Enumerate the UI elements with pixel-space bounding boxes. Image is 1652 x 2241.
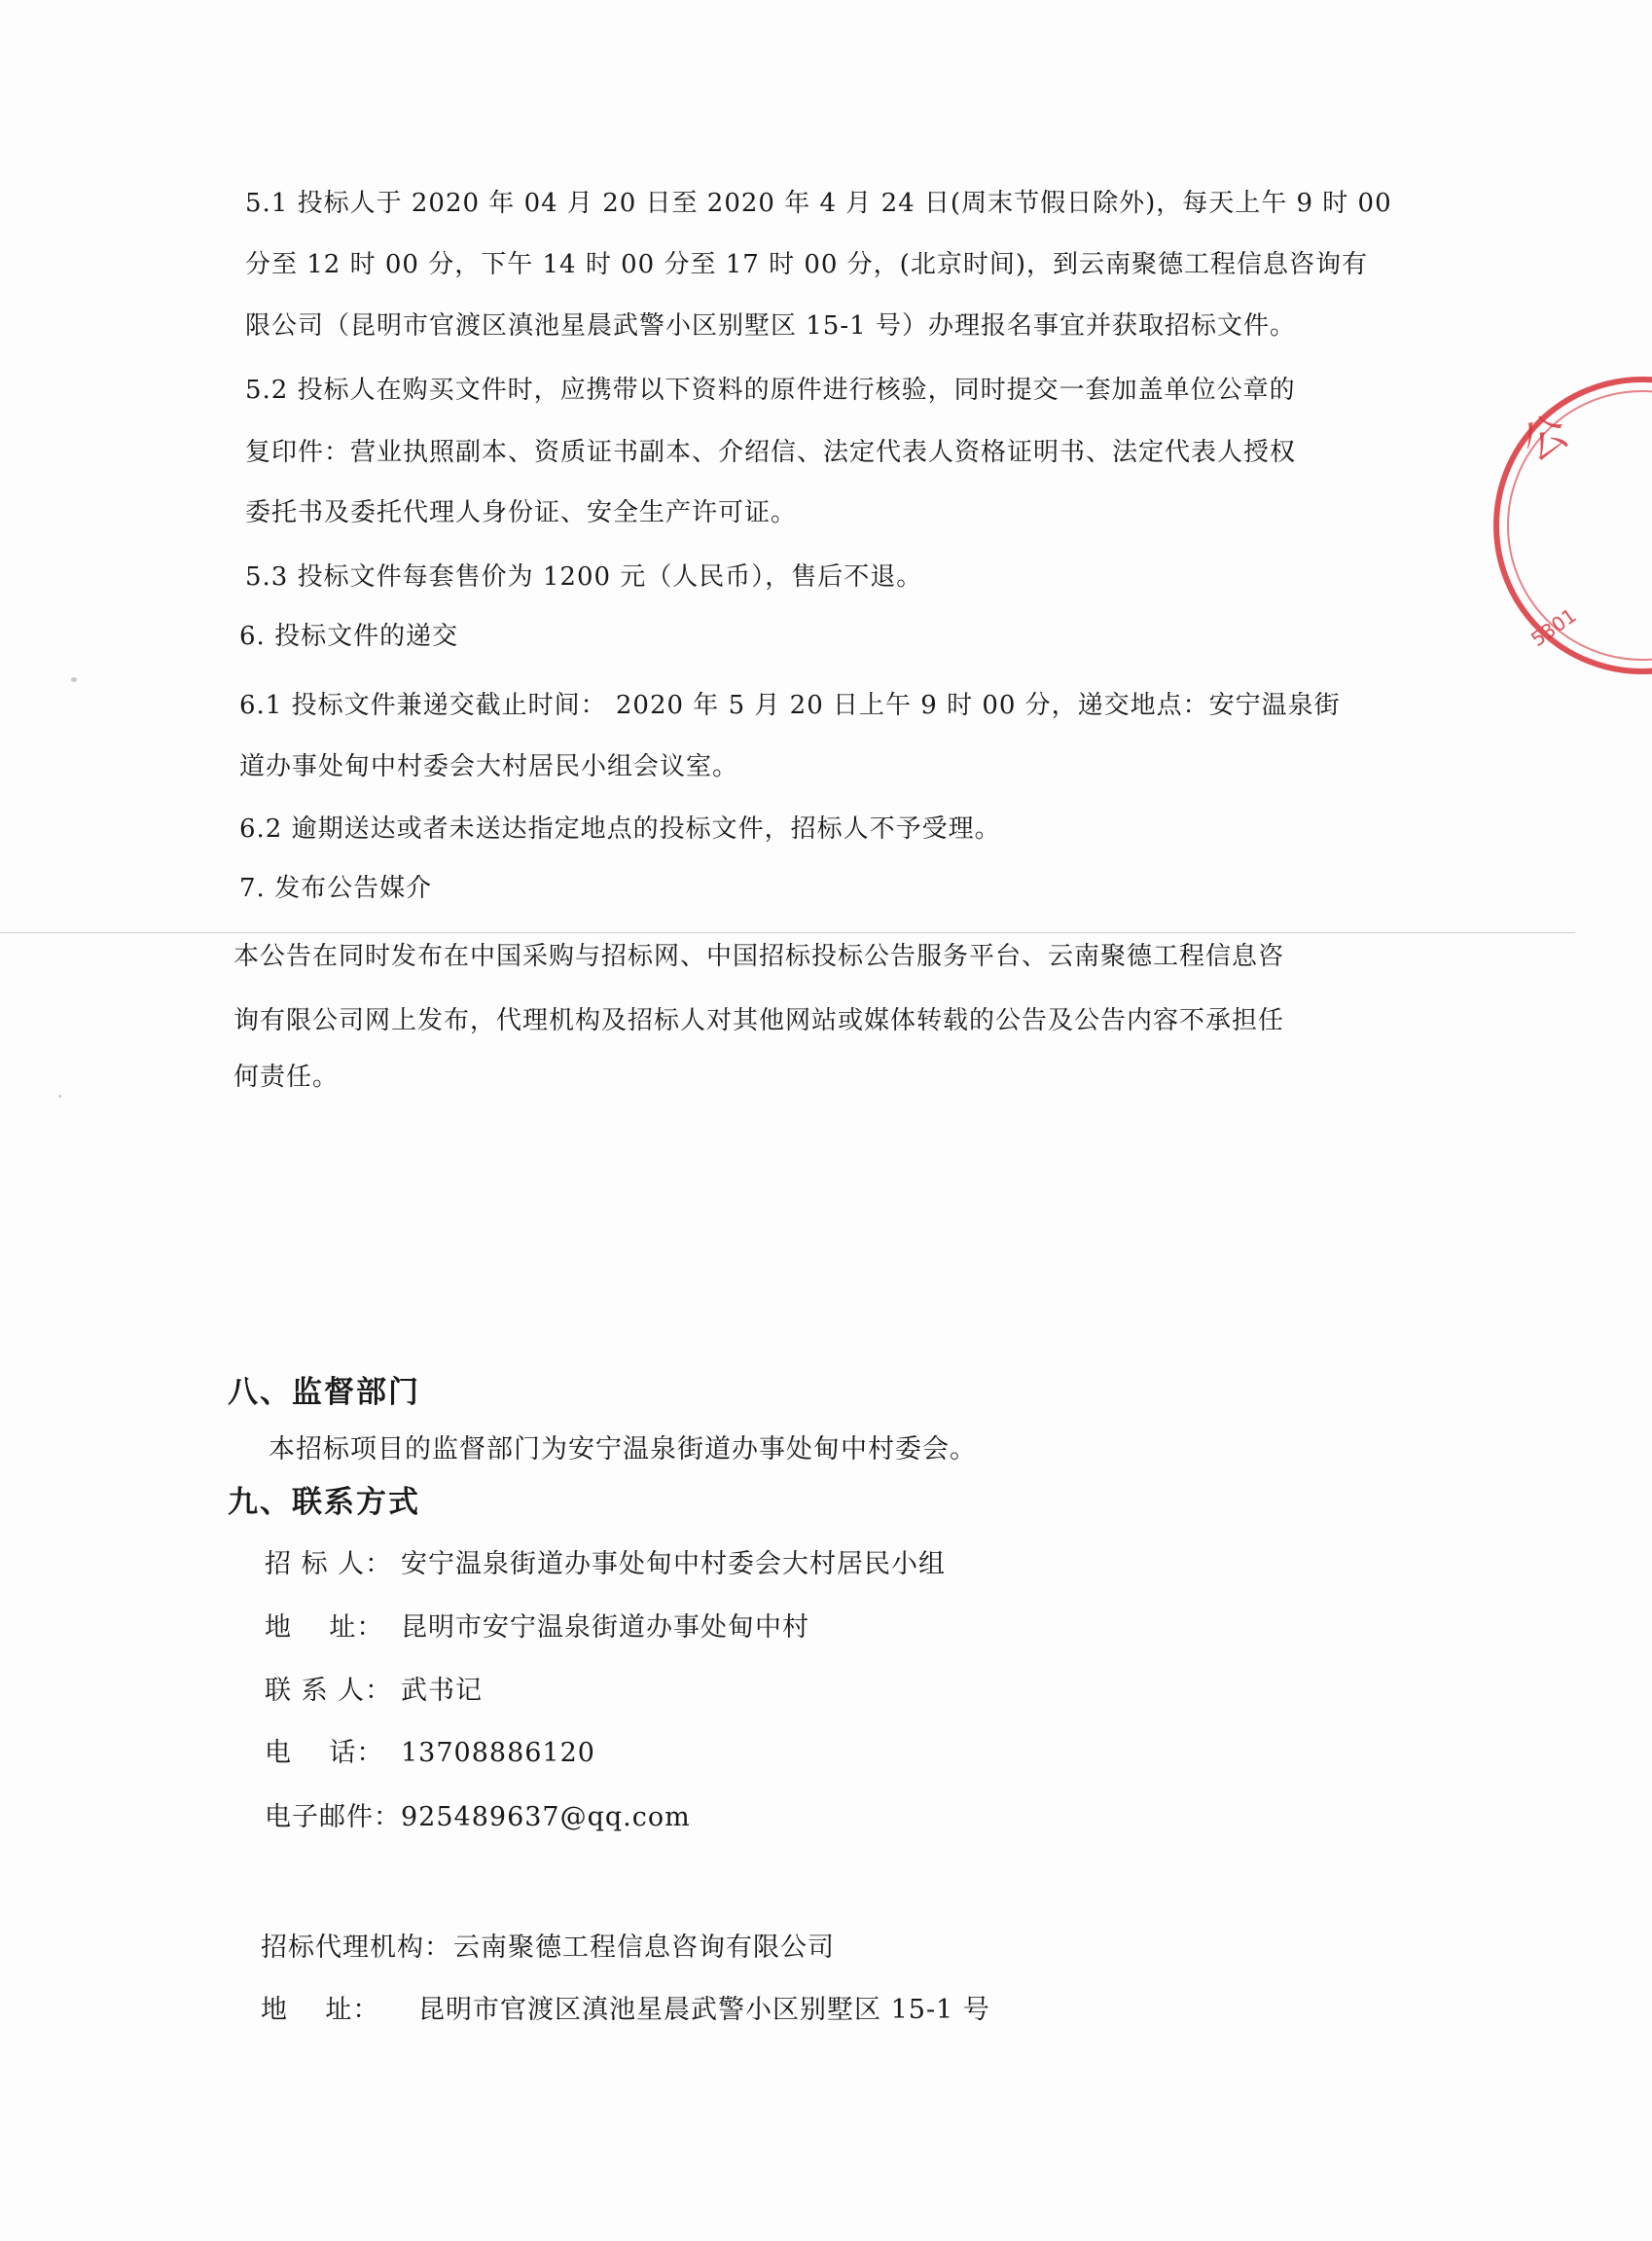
- company-seal-stamp: [1496, 370, 1652, 701]
- contact-person-value: 武书记: [401, 1676, 483, 1706]
- contact-address-value: 昆明市安宁温泉街道办事处甸中村: [401, 1612, 809, 1643]
- contact-person-label: 联 系 人：: [265, 1676, 393, 1706]
- svg-text:公: 公: [1512, 403, 1578, 472]
- contact-address: [265, 1610, 809, 1645]
- s5-1-line-1: 5.1 投标人于 2020 年 04 月 20 日至 2020 年 4 月 24 日(周末节假日除外)，每天上午 9 时 00: [245, 189, 1392, 218]
- agency-address: [261, 1993, 990, 2028]
- s5-3-line: 5.3 投标文件每套售价为 1200 元（人民币），售后不退。: [245, 562, 923, 592]
- s7-line-1: 本公告在同时发布在中国采购与招标网、中国招标投标公告服务平台、云南聚德工程信息咨: [233, 942, 1285, 971]
- scan-speck: [71, 677, 77, 682]
- scan-speck: [58, 1095, 61, 1098]
- s5-2-line-1: 5.2 投标人在购买文件时，应携带以下资料的原件进行核验，同时提交一套加盖单位公章的: [245, 376, 1296, 405]
- s6-1-line-1: 6.1 投标文件兼递交截止时间： 2020 年 5 月 20 日上午 9 时 00 分，递交地点：安宁温泉街: [239, 691, 1341, 720]
- s5-2-line-2: 复印件：营业执照副本、资质证书副本、介绍信、法定代表人资格证明书、法定代表人授权: [245, 438, 1297, 467]
- contact-phone: [265, 1736, 595, 1771]
- s6-title: 6. 投标文件的递交: [239, 622, 459, 651]
- s5-2-line-3: 委托书及委托代理人身份证、安全生产许可证。: [245, 498, 798, 527]
- contact-tenderer-value: 安宁温泉街道办事处甸中村委会大村居民小组: [401, 1549, 946, 1579]
- s5-1-line-3: 限公司（昆明市官渡区滇池星晨武警小区别墅区 15-1 号）办理报名事宜并获取招标文件。: [245, 311, 1296, 341]
- contact-tenderer: [265, 1547, 946, 1582]
- agency-address-value: 昆明市官渡区滇池星晨武警小区别墅区 15-1 号: [418, 1995, 990, 2025]
- s6-1-line-2: 道办事处甸中村委会大村居民小组会议室。: [239, 752, 739, 781]
- agency-address-label: 地 址：: [261, 1995, 380, 2025]
- contact-email-value: 925489637@qq.com: [401, 1802, 691, 1832]
- contact-email: [265, 1800, 691, 1835]
- s5-1-line-2: 分至 12 时 00 分，下午 14 时 00 分至 17 时 00 分，(北京时间)，到云南聚德工程信息咨询有: [245, 250, 1368, 279]
- s6-2-line: 6.2 逾期送达或者未送达指定地点的投标文件，招标人不予受理。: [239, 814, 1001, 844]
- contact-phone-value: 13708886120: [401, 1738, 595, 1768]
- s8-heading: 八、监督部门: [228, 1375, 420, 1410]
- contact-person: [265, 1674, 483, 1709]
- s7-title: 7. 发布公告媒介: [239, 874, 433, 903]
- scan-fold-line: [0, 932, 1575, 933]
- s7-line-3: 何责任。: [233, 1063, 340, 1092]
- contact-phone-label: 电 话：: [265, 1738, 384, 1768]
- agency-name: [261, 1931, 835, 1966]
- contact-email-label: 电子邮件：: [265, 1802, 401, 1832]
- agency-name-value: 云南聚德工程信息咨询有限公司: [453, 1933, 835, 1963]
- svg-text:5301: 5301: [1526, 603, 1581, 652]
- agency-name-label: 招标代理机构：: [261, 1933, 451, 1963]
- s8-body: 本招标项目的监督部门为安宁温泉街道办事处甸中村委会。: [269, 1434, 977, 1464]
- contact-tenderer-label: 招 标 人：: [265, 1549, 393, 1579]
- s7-line-2: 询有限公司网上发布，代理机构及招标人对其他网站或媒体转载的公告及公告内容不承担任: [233, 1006, 1285, 1035]
- s9-heading: 九、联系方式: [228, 1485, 420, 1520]
- contact-address-label: 地 址：: [265, 1612, 384, 1643]
